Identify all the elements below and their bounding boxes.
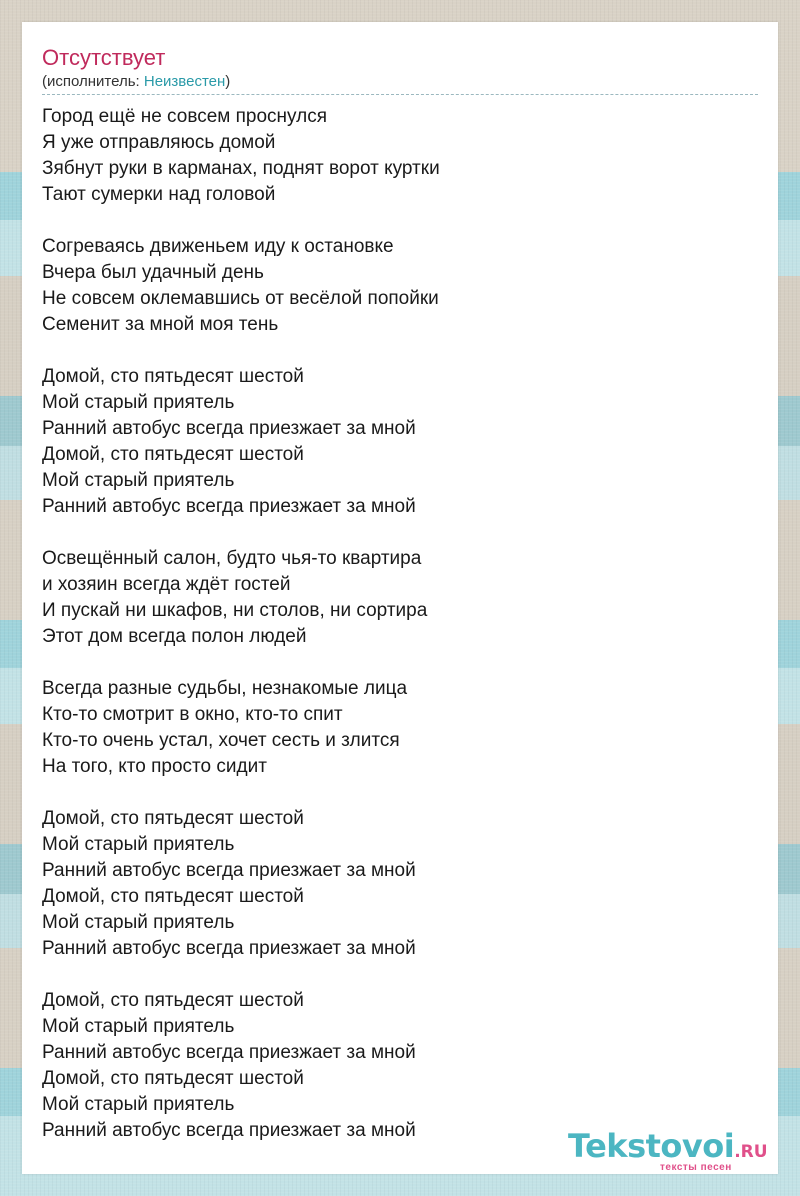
- lyric-line: Мой старый приятель: [42, 470, 235, 491]
- lyric-line: Ранний автобус всегда приезжает за мной: [42, 496, 416, 517]
- stanza: [42, 546, 758, 650]
- lyric-line: Мой старый приятель: [42, 912, 235, 933]
- lyric-line: Всегда разные судьбы, незнакомые лица: [42, 678, 408, 699]
- lyric-line: На того, кто просто сидит: [42, 756, 267, 777]
- artist-line: [42, 72, 230, 92]
- lyric-line: Домой, сто пятьдесят шестой: [42, 886, 304, 907]
- stanza: [42, 806, 758, 962]
- stanza: [42, 104, 758, 208]
- artist-link[interactable]: Неизвестен: [143, 73, 226, 90]
- lyric-line: Тают сумерки над головой: [42, 184, 276, 205]
- lyric-line: Согреваясь движеньем иду к остановке: [42, 236, 394, 257]
- lyric-line: Ранний автобус всегда приезжает за мной: [42, 418, 416, 439]
- lyric-line: Не совсем оклемавшись от весёлой попойки: [42, 288, 439, 309]
- lyric-line: Домой, сто пятьдесят шестой: [42, 366, 304, 387]
- lyric-line: Мой старый приятель: [42, 1094, 235, 1115]
- lyric-line: и хозяин всегда ждёт гостей: [42, 574, 291, 595]
- lyric-line: Ранний автобус всегда приезжает за мной: [42, 1120, 416, 1141]
- lyric-line: Освещённый салон, будто чья-то квартира: [42, 548, 422, 569]
- lyric-line: Я уже отправляюсь домой: [42, 132, 276, 153]
- lyric-line: Вчера был удачный день: [42, 262, 264, 283]
- stanza: [42, 676, 758, 780]
- lyric-line: Домой, сто пятьдесят шестой: [42, 1068, 304, 1089]
- lyric-line: Семенит за мной моя тень: [42, 314, 279, 335]
- lyric-line: Домой, сто пятьдесят шестой: [42, 444, 304, 465]
- header-divider: [42, 94, 758, 95]
- lyric-line: Домой, сто пятьдесят шестой: [42, 990, 304, 1011]
- site-logo[interactable]: [568, 1127, 768, 1173]
- logo-subtitle: тексты песен: [660, 1162, 732, 1173]
- lyric-line: Ранний автобус всегда приезжает за мной: [42, 938, 416, 959]
- lyrics-body: [42, 104, 758, 1170]
- lyric-line: Зябнут руки в карманах, поднят ворот куртки: [42, 158, 440, 179]
- lyric-line: Мой старый приятель: [42, 834, 235, 855]
- lyric-line: Ранний автобус всегда приезжает за мной: [42, 1042, 416, 1063]
- lyric-line: И пускай ни шкафов, ни столов, ни сортира: [42, 600, 428, 621]
- lyric-line: Кто-то очень устал, хочет сесть и злится: [42, 730, 400, 751]
- lyric-line: Ранний автобус всегда приезжает за мной: [42, 860, 416, 881]
- song-title: Отсутствует: [42, 45, 166, 70]
- stanza: [42, 234, 758, 338]
- lyric-line: Мой старый приятель: [42, 392, 235, 413]
- lyrics-card: [22, 22, 778, 1174]
- logo-wordmark: Tekstovoi: [568, 1127, 735, 1165]
- artist-suffix: ): [225, 73, 231, 90]
- artist-prefix: (исполнитель:: [42, 73, 144, 90]
- lyric-line: Мой старый приятель: [42, 1016, 235, 1037]
- stanza: [42, 988, 758, 1144]
- lyric-line: Кто-то смотрит в окно, кто-то спит: [42, 704, 343, 725]
- logo-tld: .RU: [734, 1142, 768, 1162]
- stanza: [42, 364, 758, 520]
- lyric-line: Домой, сто пятьдесят шестой: [42, 808, 304, 829]
- lyric-line: Город ещё не совсем проснулся: [42, 106, 327, 127]
- lyric-line: Этот дом всегда полон людей: [42, 626, 307, 647]
